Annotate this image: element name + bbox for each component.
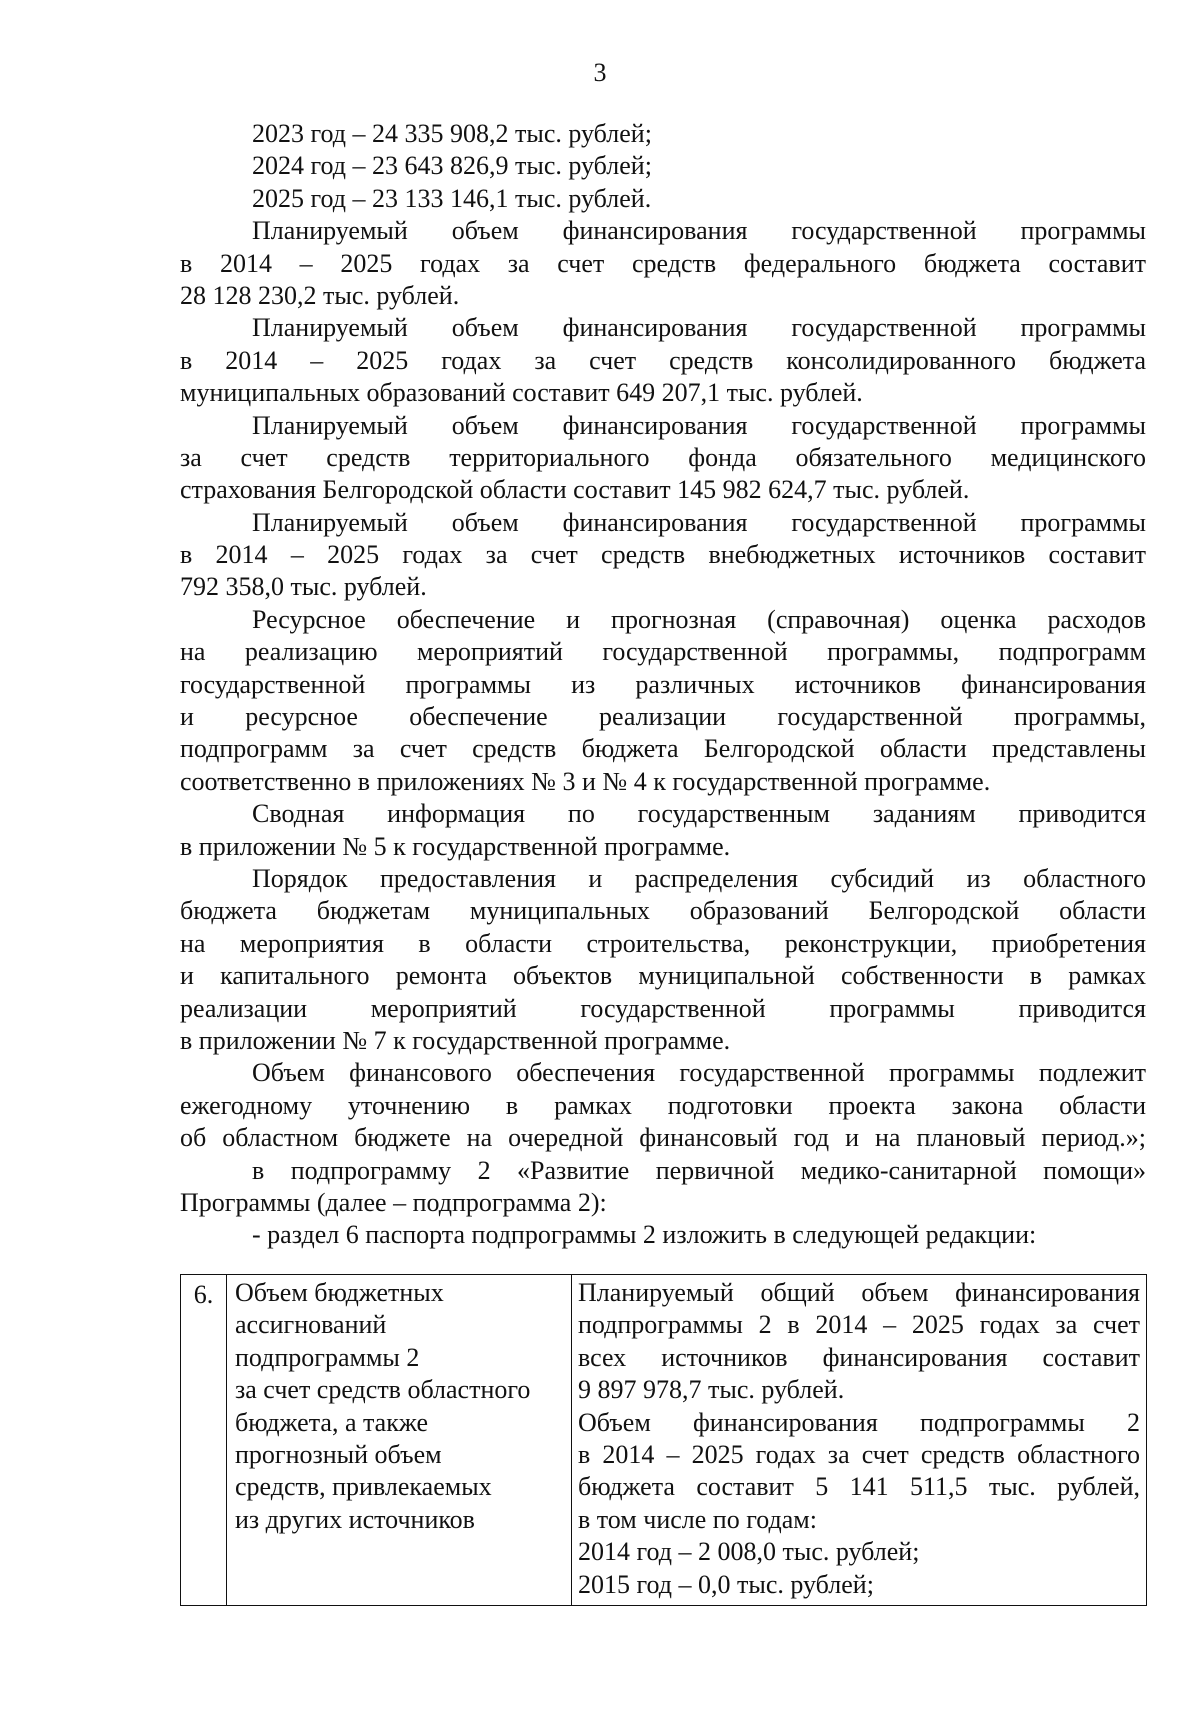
text-line: в 2014 – 2025 годах за счет средств консолидированного бюджета (180, 345, 1146, 375)
text-line: муниципальных образований составит 649 207,1 тыс. рублей. (180, 378, 863, 408)
text-line: на мероприятия в области строительства, реконструкции, приобретения (180, 928, 1146, 958)
section-description-line: 2015 год – 0,0 тыс. рублей; (578, 1569, 874, 1599)
text-line: Порядок предоставления и распределения субсидий из областного (252, 863, 1146, 893)
text-line: Сводная информация по государственным заданиям приводится (252, 799, 1146, 829)
text-line: и ресурсное обеспечение реализации государственной программы, (180, 702, 1146, 732)
text-line: и капитального ремонта объектов муниципальной собственности в рамках (180, 961, 1146, 991)
section-description-line: Объем финансирования подпрограммы 2 (578, 1407, 1140, 1437)
row-number: 6. (193, 1280, 214, 1309)
text-line: подпрограмм за счет средств бюджета Белгородской области представлены (180, 734, 1146, 764)
text-line: ежегодному уточнению в рамках подготовки проекта закона области (180, 1090, 1146, 1120)
text-line: Программы (далее – подпрограмма 2): (180, 1187, 607, 1217)
row-number-cell (181, 1275, 227, 1606)
section-description-line: в том числе по годам: (578, 1504, 817, 1534)
text-line: Планируемый объем финансирования государственной программы (252, 313, 1146, 343)
text-line: реализации мероприятий государственной программы приводится (180, 993, 1146, 1023)
text-line: 28 128 230,2 тыс. рублей. (180, 280, 460, 310)
text-line: соответственно в приложениях № 3 и № 4 к государственной программе. (180, 766, 991, 796)
text-line: Ресурсное обеспечение и прогнозная (справочная) оценка расходов (252, 604, 1146, 634)
section-name-line: прогнозный объем (235, 1439, 442, 1469)
text-line: в 2014 – 2025 годах за счет средств федерального бюджета составит (180, 248, 1146, 278)
text-line: Планируемый объем финансирования государственной программы (252, 216, 1146, 246)
text-line: - раздел 6 паспорта подпрограммы 2 изложить в следующей редакции: (252, 1220, 1037, 1250)
section-name-line: ассигнований (235, 1310, 387, 1340)
section-name-line: бюджета, а также (235, 1407, 428, 1437)
text-line: страхования Белгородской области составит 145 982 624,7 тыс. рублей. (180, 475, 970, 505)
section-name-line: Объем бюджетных (235, 1278, 444, 1307)
section-description-line: в 2014 – 2025 годах за счет средств областного (578, 1439, 1140, 1469)
section-description-line: 2014 год – 2 008,0 тыс. рублей; (578, 1537, 920, 1567)
page-number: 3 (593, 58, 607, 87)
text-line: 2025 год – 23 133 146,1 тыс. рублей. (252, 183, 652, 213)
text-line: на реализацию мероприятий государственной программы, подпрограмм (180, 637, 1146, 667)
text-line: Планируемый объем финансирования государственной программы (252, 410, 1146, 440)
text-line: государственной программы из различных источников финансирования (180, 669, 1146, 699)
section-description-line: всех источников финансирования составит (578, 1342, 1140, 1372)
table-row (181, 1275, 1147, 1606)
text-line: 792 358,0 тыс. рублей. (180, 572, 427, 602)
passport-table (180, 1274, 1147, 1606)
text-line: за счет средств территориального фонда обязательного медицинского (180, 442, 1146, 472)
section-name-line: подпрограммы 2 (235, 1342, 420, 1372)
text-line: бюджета бюджетам муниципальных образований Белгородской области (180, 896, 1146, 926)
text-line: 2024 год – 23 643 826,9 тыс. рублей; (252, 151, 652, 181)
section-description-line: бюджета составит 5 141 511,5 тыс. рублей, (578, 1472, 1140, 1502)
section-description-line: Планируемый общий объем финансирования (578, 1278, 1140, 1307)
body-text (180, 118, 1146, 1252)
section-name-line: из других источников (235, 1504, 475, 1534)
section-description-cell (572, 1275, 1147, 1606)
text-line: в подпрограмму 2 «Развитие первичной медико-санитарной помощи» (252, 1155, 1146, 1185)
text-line: об областном бюджете на очередной финансовый год и на плановый период.»; (180, 1123, 1146, 1153)
section-name-cell (227, 1275, 572, 1606)
section-description-line: 9 897 978,7 тыс. рублей. (578, 1375, 845, 1405)
text-line: 2023 год – 24 335 908,2 тыс. рублей; (252, 119, 652, 148)
text-line: Объем финансового обеспечения государственной программы подлежит (252, 1058, 1146, 1088)
text-line: в 2014 – 2025 годах за счет средств внебюджетных источников составит (180, 540, 1146, 570)
section-description-line: подпрограммы 2 в 2014 – 2025 годах за счет (578, 1310, 1140, 1340)
text-line: в приложении № 5 к государственной программе. (180, 831, 731, 861)
section-name-line: за счет средств областного (235, 1375, 531, 1405)
text-line: Планируемый объем финансирования государственной программы (252, 507, 1146, 537)
text-line: в приложении № 7 к государственной программе. (180, 1025, 731, 1055)
section-name-line: средств, привлекаемых (235, 1472, 492, 1502)
